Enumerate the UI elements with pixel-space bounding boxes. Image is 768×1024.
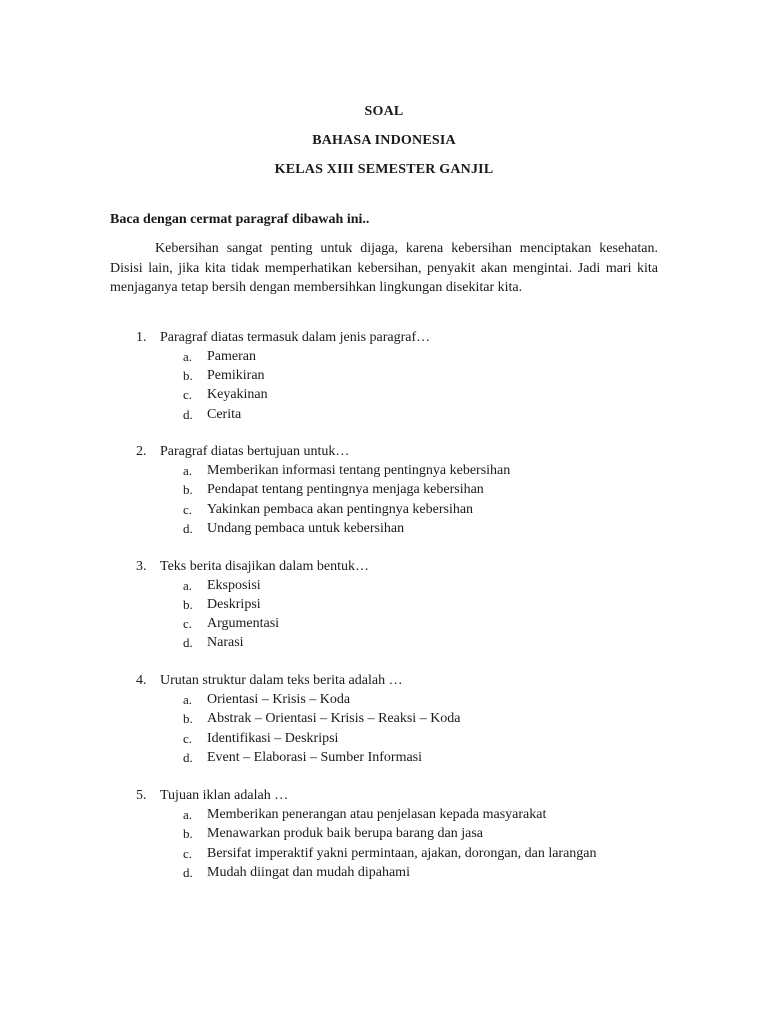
- option-text: Pameran: [207, 349, 256, 364]
- question-text: Teks berita disajikan dalam bentuk…: [160, 559, 369, 574]
- option-letter: a.: [183, 578, 193, 593]
- option-letter: c.: [183, 387, 193, 402]
- option-text: Argumentasi: [207, 616, 280, 631]
- option-text: Menawarkan produk baik berupa barang dan jasa: [207, 826, 484, 841]
- title-class-semester: KELAS XIII SEMESTER GANJIL: [274, 162, 494, 177]
- option-text: Cerita: [207, 407, 242, 422]
- option-text: Bersifat imperaktif yakni permintaan, ajakan, dorongan, dan larangan: [207, 846, 597, 861]
- option-text: Narasi: [207, 635, 244, 650]
- question-number: 3.: [136, 559, 147, 574]
- option-letter: a.: [183, 692, 193, 707]
- option-letter: c.: [183, 846, 193, 861]
- option-text: Pemikiran: [207, 368, 265, 383]
- option-text: Keyakinan: [207, 387, 268, 402]
- option-text: Memberikan penerangan atau penjelasan kepada masyarakat: [207, 807, 547, 822]
- option-text: Event – Elaborasi – Sumber Informasi: [207, 750, 423, 765]
- option-text: Abstrak – Orientasi – Krisis – Reaksi – Koda: [207, 711, 461, 726]
- question-number: 2.: [136, 444, 147, 459]
- option-letter: b.: [183, 826, 193, 841]
- option-text: Deskripsi: [207, 597, 261, 612]
- option-letter: a.: [183, 463, 193, 478]
- option-letter: a.: [183, 807, 193, 822]
- option-text: Orientasi – Krisis – Koda: [207, 692, 351, 707]
- option-text: Mudah diingat dan mudah dipahami: [207, 865, 410, 880]
- reading-instruction: Baca dengan cermat paragraf dibawah ini..: [110, 212, 370, 227]
- option-letter: b.: [183, 482, 193, 497]
- option-letter: b.: [183, 368, 193, 383]
- option-text: Memberikan informasi tentang pentingnya kebersihan: [207, 463, 511, 478]
- option-letter: c.: [183, 731, 193, 746]
- question-text: Urutan struktur dalam teks berita adalah …: [160, 673, 403, 688]
- option-letter: c.: [183, 502, 193, 517]
- question-text: Paragraf diatas termasuk dalam jenis paragraf…: [160, 330, 431, 345]
- option-letter: d.: [183, 750, 193, 765]
- option-letter: d.: [183, 635, 193, 650]
- question-number: 1.: [136, 330, 147, 345]
- option-text: Eksposisi: [207, 578, 261, 593]
- option-letter: d.: [183, 407, 193, 422]
- option-letter: b.: [183, 597, 193, 612]
- question-text: Paragraf diatas bertujuan untuk…: [160, 444, 350, 459]
- question-number: 5.: [136, 788, 147, 803]
- option-letter: a.: [183, 349, 193, 364]
- question-number: 4.: [136, 673, 147, 688]
- option-letter: d.: [183, 521, 193, 536]
- option-text: Pendapat tentang pentingnya menjaga kebersihan: [207, 482, 484, 497]
- question-text: Tujuan iklan adalah …: [160, 788, 289, 803]
- option-text: Identifikasi – Deskripsi: [207, 731, 339, 746]
- option-letter: b.: [183, 711, 193, 726]
- option-text: Yakinkan pembaca akan pentingnya kebersihan: [207, 502, 474, 517]
- title-soal: SOAL: [364, 104, 404, 119]
- reading-passage: Kebersihan sangat penting untuk dijaga, karena kebersihan menciptakan kesehatan. Disisi lain, jika kita tidak memperhatikan kebersihan, penyakit akan mengintai. Jadi mari kita menjaganya tetap bersih dengan membersihkan lingkungan disekitar kita.: [110, 241, 658, 295]
- title-subject: BAHASA INDONESIA: [312, 133, 456, 148]
- option-text: Undang pembaca untuk kebersihan: [207, 521, 405, 536]
- option-letter: d.: [183, 865, 193, 880]
- option-letter: c.: [183, 616, 193, 631]
